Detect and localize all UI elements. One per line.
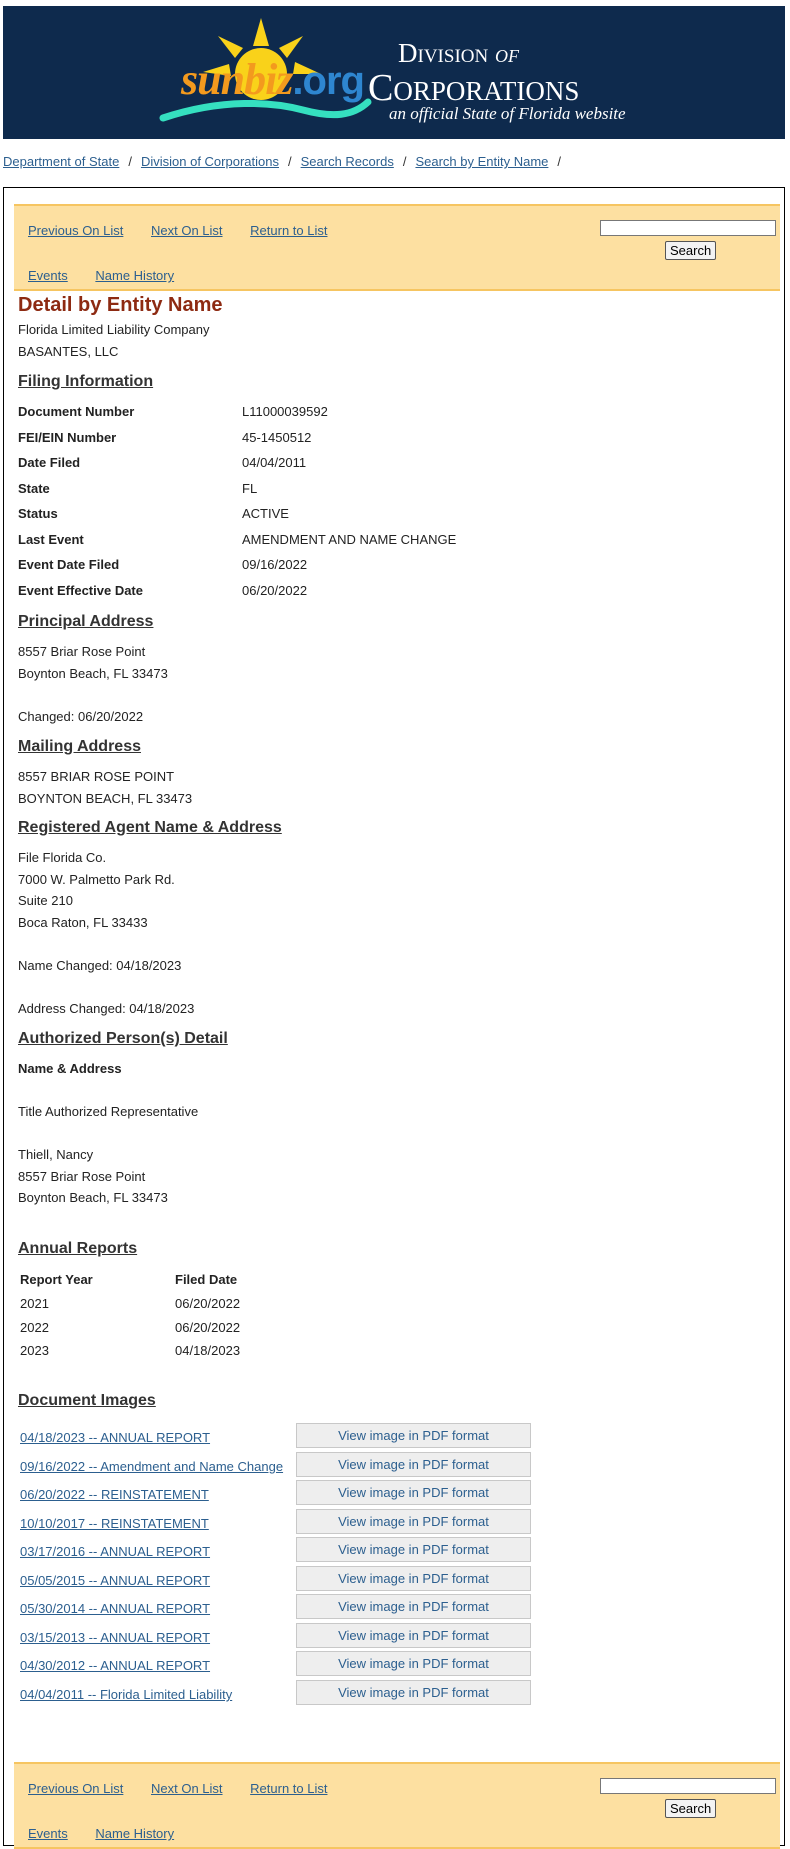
breadcrumb-division-of-corporations[interactable]: Division of Corporations: [140, 154, 279, 169]
view-pdf-button[interactable]: View image in PDF format: [296, 1651, 531, 1676]
name-history-link-bottom[interactable]: Name History: [95, 1826, 175, 1841]
registered-agent-heading: Registered Agent Name & Address: [18, 819, 282, 836]
filing-label: Event Date Filed: [18, 557, 120, 572]
return-to-list-link-bottom[interactable]: Return to List: [250, 1781, 328, 1796]
authorized-name: Thiell, Nancy: [18, 1147, 94, 1162]
filing-label: Date Filed: [18, 455, 81, 470]
view-pdf-button[interactable]: View image in PDF format: [296, 1509, 531, 1534]
report-year-header: Report Year: [20, 1272, 93, 1287]
document-image-link[interactable]: 04/04/2011 -- Florida Limited Liability: [20, 1687, 233, 1702]
view-pdf-button[interactable]: View image in PDF format: [296, 1480, 531, 1505]
corporations-label: Corporations: [368, 67, 580, 109]
events-link[interactable]: Events: [28, 268, 68, 283]
view-pdf-button[interactable]: View image in PDF format: [296, 1594, 531, 1619]
report-year: 2022: [20, 1320, 49, 1335]
document-image-link[interactable]: 10/10/2017 -- REINSTATEMENT: [20, 1516, 209, 1531]
filing-value: FL: [242, 481, 258, 496]
filed-date: 04/18/2023: [175, 1343, 241, 1358]
authorized-subheading: Name & Address: [18, 1061, 122, 1076]
filing-label: Status: [18, 506, 58, 521]
filing-value: ACTIVE: [242, 506, 289, 521]
document-image-link[interactable]: 05/30/2014 -- ANNUAL REPORT: [20, 1601, 211, 1616]
document-image-link[interactable]: 06/20/2022 -- REINSTATEMENT: [20, 1487, 209, 1502]
agent-line1: File Florida Co.: [18, 850, 107, 865]
agent-name-changed: Name Changed: 04/18/2023: [18, 958, 182, 973]
page-title: Detail by Entity Name: [18, 294, 223, 316]
division-of-label: Division of: [398, 38, 519, 68]
next-on-list-link[interactable]: Next On List: [151, 223, 223, 238]
authorized-title: Title Authorized Representative: [18, 1104, 199, 1119]
view-pdf-button[interactable]: View image in PDF format: [296, 1423, 531, 1448]
principal-line2: Boynton Beach, FL 33473: [18, 666, 168, 681]
filing-value: L11000039592: [242, 404, 328, 419]
entity-type: Florida Limited Liability Company: [18, 322, 210, 337]
search-button[interactable]: Search: [665, 241, 716, 260]
filing-value: 04/04/2011: [242, 455, 307, 470]
document-image-link[interactable]: 03/15/2013 -- ANNUAL REPORT: [20, 1630, 211, 1645]
principal-line1: 8557 Briar Rose Point: [18, 644, 146, 659]
agent-address-changed: Address Changed: 04/18/2023: [18, 1001, 195, 1016]
document-image-link[interactable]: 04/30/2012 -- ANNUAL REPORT: [20, 1658, 211, 1673]
filing-value: 06/20/2022: [242, 583, 308, 598]
next-on-list-link-bottom[interactable]: Next On List: [151, 1781, 223, 1796]
agent-line4: Boca Raton, FL 33433: [18, 915, 148, 930]
bottom-navigation-bar: [14, 1762, 780, 1849]
events-link-bottom[interactable]: Events: [28, 1826, 68, 1841]
document-image-link[interactable]: 04/18/2023 -- ANNUAL REPORT: [20, 1430, 211, 1445]
authorized-person-heading: Authorized Person(s) Detail: [18, 1030, 228, 1047]
view-pdf-button[interactable]: View image in PDF format: [296, 1623, 531, 1648]
view-pdf-button[interactable]: View image in PDF format: [296, 1452, 531, 1477]
mailing-line1: 8557 BRIAR ROSE POINT: [18, 769, 175, 784]
filing-information-heading: Filing Information: [18, 373, 154, 390]
mailing-address-heading: Mailing Address: [18, 738, 141, 755]
breadcrumb-department-of-state[interactable]: Department of State: [3, 154, 120, 169]
agent-line2: 7000 W. Palmetto Park Rd.: [18, 872, 175, 887]
filed-date: 06/20/2022: [175, 1296, 241, 1311]
document-image-link[interactable]: 03/17/2016 -- ANNUAL REPORT: [20, 1544, 211, 1559]
document-images-heading: Document Images: [18, 1392, 156, 1409]
filing-value: 45-1450512: [242, 430, 312, 445]
official-site-label: an official State of Florida website: [389, 104, 626, 123]
report-year: 2021: [20, 1296, 49, 1311]
entity-name: BASANTES, LLC: [18, 344, 119, 359]
filing-label: Last Event: [18, 532, 84, 547]
breadcrumb-search-records[interactable]: Search Records: [300, 154, 394, 169]
filed-date: 06/20/2022: [175, 1320, 241, 1335]
principal-address-heading: Principal Address: [18, 613, 154, 630]
mailing-line2: BOYNTON BEACH, FL 33473: [18, 791, 193, 806]
agent-line3: Suite 210: [18, 893, 73, 908]
document-image-link[interactable]: 05/05/2015 -- ANNUAL REPORT: [20, 1573, 211, 1588]
view-pdf-button[interactable]: View image in PDF format: [296, 1537, 531, 1562]
document-image-link[interactable]: 09/16/2022 -- Amendment and Name Change: [20, 1459, 284, 1474]
filing-value: 09/16/2022: [242, 557, 308, 572]
return-to-list-link[interactable]: Return to List: [250, 223, 328, 238]
breadcrumb-search-by-entity-name[interactable]: Search by Entity Name: [415, 154, 549, 169]
filing-label: State: [18, 481, 50, 496]
search-input[interactable]: [600, 220, 776, 236]
breadcrumb: Department of State / Division of Corporations / Search Records / Search by Entity Name /: [3, 154, 562, 169]
filing-value: AMENDMENT AND NAME CHANGE: [242, 532, 457, 547]
view-pdf-button[interactable]: View image in PDF format: [296, 1566, 531, 1591]
filed-date-header: Filed Date: [175, 1272, 238, 1287]
annual-reports-heading: Annual Reports: [18, 1240, 138, 1257]
authorized-line1: 8557 Briar Rose Point: [18, 1169, 146, 1184]
previous-on-list-link[interactable]: Previous On List: [28, 223, 124, 238]
filing-label: FEI/EIN Number: [18, 430, 117, 445]
filing-label: Event Effective Date: [18, 583, 143, 598]
sunbiz-logo: sunbiz.org: [181, 55, 364, 104]
search-button-bottom[interactable]: Search: [665, 1799, 716, 1818]
search-input-bottom[interactable]: [600, 1778, 776, 1794]
filing-label: Document Number: [18, 404, 135, 419]
name-history-link[interactable]: Name History: [95, 268, 175, 283]
authorized-line2: Boynton Beach, FL 33473: [18, 1190, 168, 1205]
site-banner: [3, 6, 785, 139]
report-year: 2023: [20, 1343, 49, 1358]
view-pdf-button[interactable]: View image in PDF format: [296, 1680, 531, 1705]
top-navigation-bar: [14, 204, 780, 291]
principal-changed: Changed: 06/20/2022: [18, 709, 144, 724]
previous-on-list-link-bottom[interactable]: Previous On List: [28, 1781, 124, 1796]
